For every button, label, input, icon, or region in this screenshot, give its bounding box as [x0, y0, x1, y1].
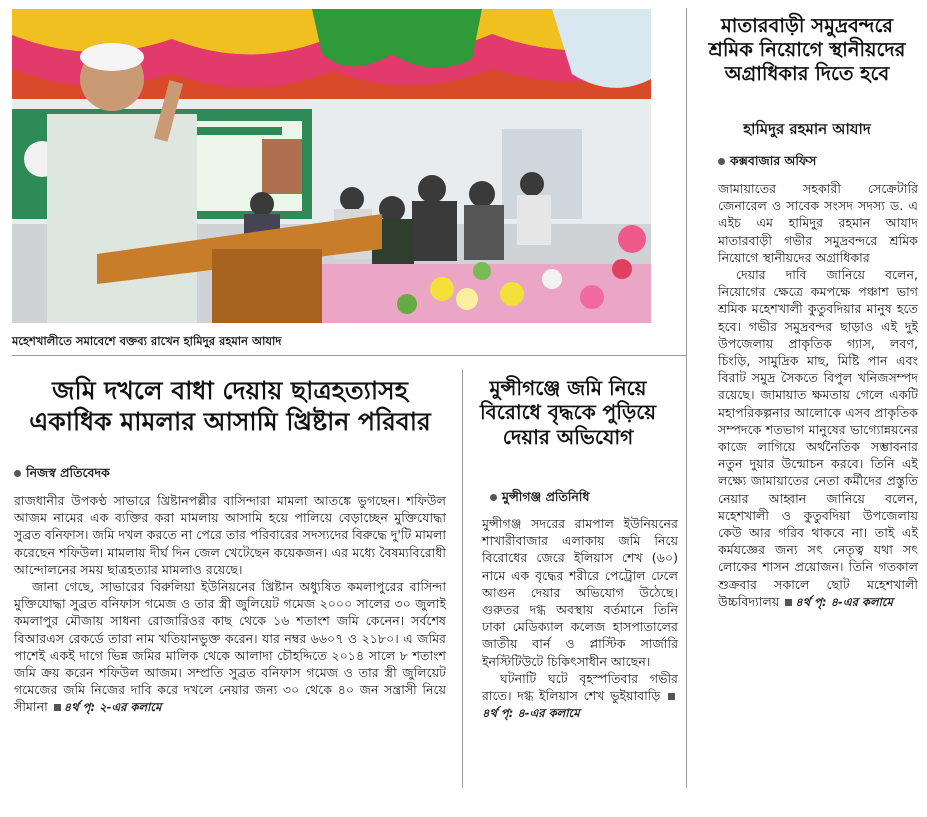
- story2-paragraph: মুন্সীগঞ্জ সদরের রামপাল ইউনিয়নের শাখারীবাজার এলাকায় জমি নিয়ে বিরোধের জেরে ইলিয়াস শেখ (৬০) নামে এক বৃদ্ধের শরীরে পেট্রোল ঢেলে আগুন দেয়ার অভিযোগ উঠেছে। গুরুতর দগ্ধ অবস্থায় বর্তমানে তিনি ঢাকা মেডিক্যাল কলেজ হাসপাতালের জাতীয় বার্ন ও প্লাস্টিক সার্জারি ইনস্টিটিউটে চিকিৎসাধীন আছেন।: [482, 516, 678, 669]
- story1-paragraph: [14, 578, 446, 717]
- story1-paragraph-text: জানা গেছে, সাভারের বিরুলিয়া ইউনিয়নের খ্রিষ্টান অধ্যুষিত কমলাপুরের বাসিন্দা মুক্তিযোদ্ধা সুব্রত বনিফাস গমেজ ও তার স্ত্রী জুলিয়েট গমেজ ২০০০ সালের ৩০ জুলাই কমলাপুর মৌজায় সাধনা রোজারিওর কাছ থেকে ১৬ শতাংশ জমি কেনেন। সর্বশেষ বিআরএস রেকর্ডে তারা নাম খতিয়ানভুক্ত করেন। যার নম্বর ৬৬০৭ ও ২১৮০। এ জমির পাশেই একই দাগে ভিন্ন জমির মালিক থেকে আলাদা চৌহদ্দিতে ২০১৪ সালে ৮ শতাংশ জমি ক্রয় করেন শফিউল আজম। সম্প্রতি সুব্রত বনিফাস গমেজ ও তার স্ত্রী জুলিয়েট গমেজের জমি নিজের দাবি করে দখলে নেয়ার জন্য ৩০ থেকে ৪০ জন সন্ত্রাসী নিয়ে সীমানা: [14, 579, 446, 715]
- photo-caption: মহেশখালীতে সমাবেশে বক্তব্য রাখেন হামিদুর রহমান আযাদ: [12, 334, 282, 348]
- story2-continued[interactable]: ৪র্থ পৃ: ৪-এর কলামে: [482, 706, 580, 721]
- news-photo: [12, 9, 651, 323]
- story1-body: [14, 492, 446, 717]
- bullet-icon: [14, 470, 21, 477]
- story1-headline: জমি দখলে বাধা দেয়ায় ছাত্রহত্যাসহ একাধিক মামলার আসামি খ্রিষ্টান পরিবার: [29, 376, 431, 436]
- story3-headline: মাতারবাড়ী সমুদ্রবন্দরে শ্রমিক নিয়োগে স্থানীয়দের অগ্রাধিকার দিতে হবে: [708, 14, 906, 85]
- story3-body: [718, 180, 918, 611]
- story2-body: [482, 515, 678, 722]
- story2-byline: [490, 489, 589, 509]
- story1-byline: [14, 465, 110, 485]
- bullet-icon: [718, 158, 725, 165]
- square-bullet-icon: [668, 693, 675, 700]
- story3-author: হামিদুর রহমান আযাদ: [743, 120, 871, 138]
- story2-paragraph: [482, 670, 678, 723]
- story1-byline-text: নিজস্ব প্রতিবেদক: [26, 465, 110, 480]
- column-rule-right: [686, 8, 687, 788]
- caption-rule: [12, 355, 686, 356]
- story3-byline: [718, 153, 816, 173]
- story3-paragraph: জামায়াতের সহকারী সেক্রেটারি জেনারেল ও সাবেক সংসদ সদস্য ড. এ এইচ এম হামিদুর রহমান আযাদ মাতারবাড়ী গভীর সমুদ্রবন্দরে শ্রমিক নিয়োগে স্থানীয়দের অগ্রাধিকার: [718, 181, 918, 265]
- story3-paragraph: [718, 266, 918, 611]
- story3-byline-text: কক্সবাজার অফিস: [730, 153, 817, 168]
- story3-continued[interactable]: ৪র্থ পৃ: ৪-এর কলামে: [795, 594, 893, 609]
- story2-headline: মুন্সীগঞ্জে জমি নিয়ে বিরোধে বৃদ্ধকে পুড়িয়ে দেয়ার অভিযোগ: [479, 376, 657, 449]
- story1-continued[interactable]: ৪র্থ পৃ: ২-এর কলামে: [63, 700, 162, 715]
- story2-paragraph-text: ঘটনাটি ঘটে বৃহস্পতিবার গভীর রাতে। দগ্ধ ইলিয়াস শেখ ভুইয়াবাড়ি: [482, 670, 678, 704]
- bullet-icon: [490, 494, 497, 501]
- square-bullet-icon: [785, 599, 792, 606]
- square-bullet-icon: [54, 704, 61, 711]
- story2-byline-text: মুন্সীগঞ্জ প্রতিনিধি: [502, 489, 590, 504]
- column-rule-middle: [462, 370, 463, 788]
- story3-paragraph-text: দেয়ার দাবি জানিয়ে বলেন, নিয়োগের ক্ষেত্রে কমপক্ষে পঞ্চাশ ভাগ শ্রমিক মহেশখালী কুতুবদিয়ার মানুষ হতে হবে। গভীর সমুদ্রবন্দর ছাড়াও এই দুই উপজেলায় প্রাকৃতিক গ্যাস, লবণ, চিংড়ি, সামুদ্রিক মাছ, মিষ্টি পান এবং বিরাট সমুদ্র সৈকতে বিপুল খনিজসম্পদ রয়েছে। জামায়াত ক্ষমতায় গেলে একটি মহাপরিকল্পনার আলোকে এসব প্রাকৃতিক সম্পদকে শতভাগ মানুষের ভাগ্যোন্নয়নের কাজে লাগিয়ে অর্থনৈতিক সম্ভাবনার নতুন দুয়ার উন্মোচন করবে। তিনি এই লক্ষ্যে জামায়াতের নেতা কর্মীদের প্রস্তুতি নেয়ার আহ্বান জানিয়ে বলেন, মহেশখালী ও কুতুবদিয়া উপজেলায় কেউ আর গরিব থাকবে না। তাই এই কর্মযজ্ঞের জন্য সৎ নেতৃত্ব যথা সৎ লোকের শাসন প্রয়োজন। তিনি গতকাল শুক্রবার সকালে ছোট মহেশখালী উচ্চবিদ্যালয়: [718, 267, 918, 609]
- story1-paragraph: রাজধানীর উপকণ্ঠ সাভারে খ্রিষ্টানপল্লীর বাসিন্দারা মামলা আতঙ্কে ভুগছেন। শফিউল আজম নামের এক ব্যক্তির করা মামলায় আসামি হয়ে পালিয়ে বেড়াচ্ছেন মুক্তিযোদ্ধা সুব্রত বনিফাস। জমি দখল করতে না পেরে তার পরিবারের সদস্যদের বিরুদ্ধে দু'টি মামলা করেছেন শফিউল। মামলায় দীর্ঘ দিন জেল খেটেছেন কয়েকজন। এর মধ্যে বৈষম্যবিরোধী আন্দোলনের সময় ছাত্রহত্যার মামলাও রয়েছে।: [14, 493, 446, 577]
